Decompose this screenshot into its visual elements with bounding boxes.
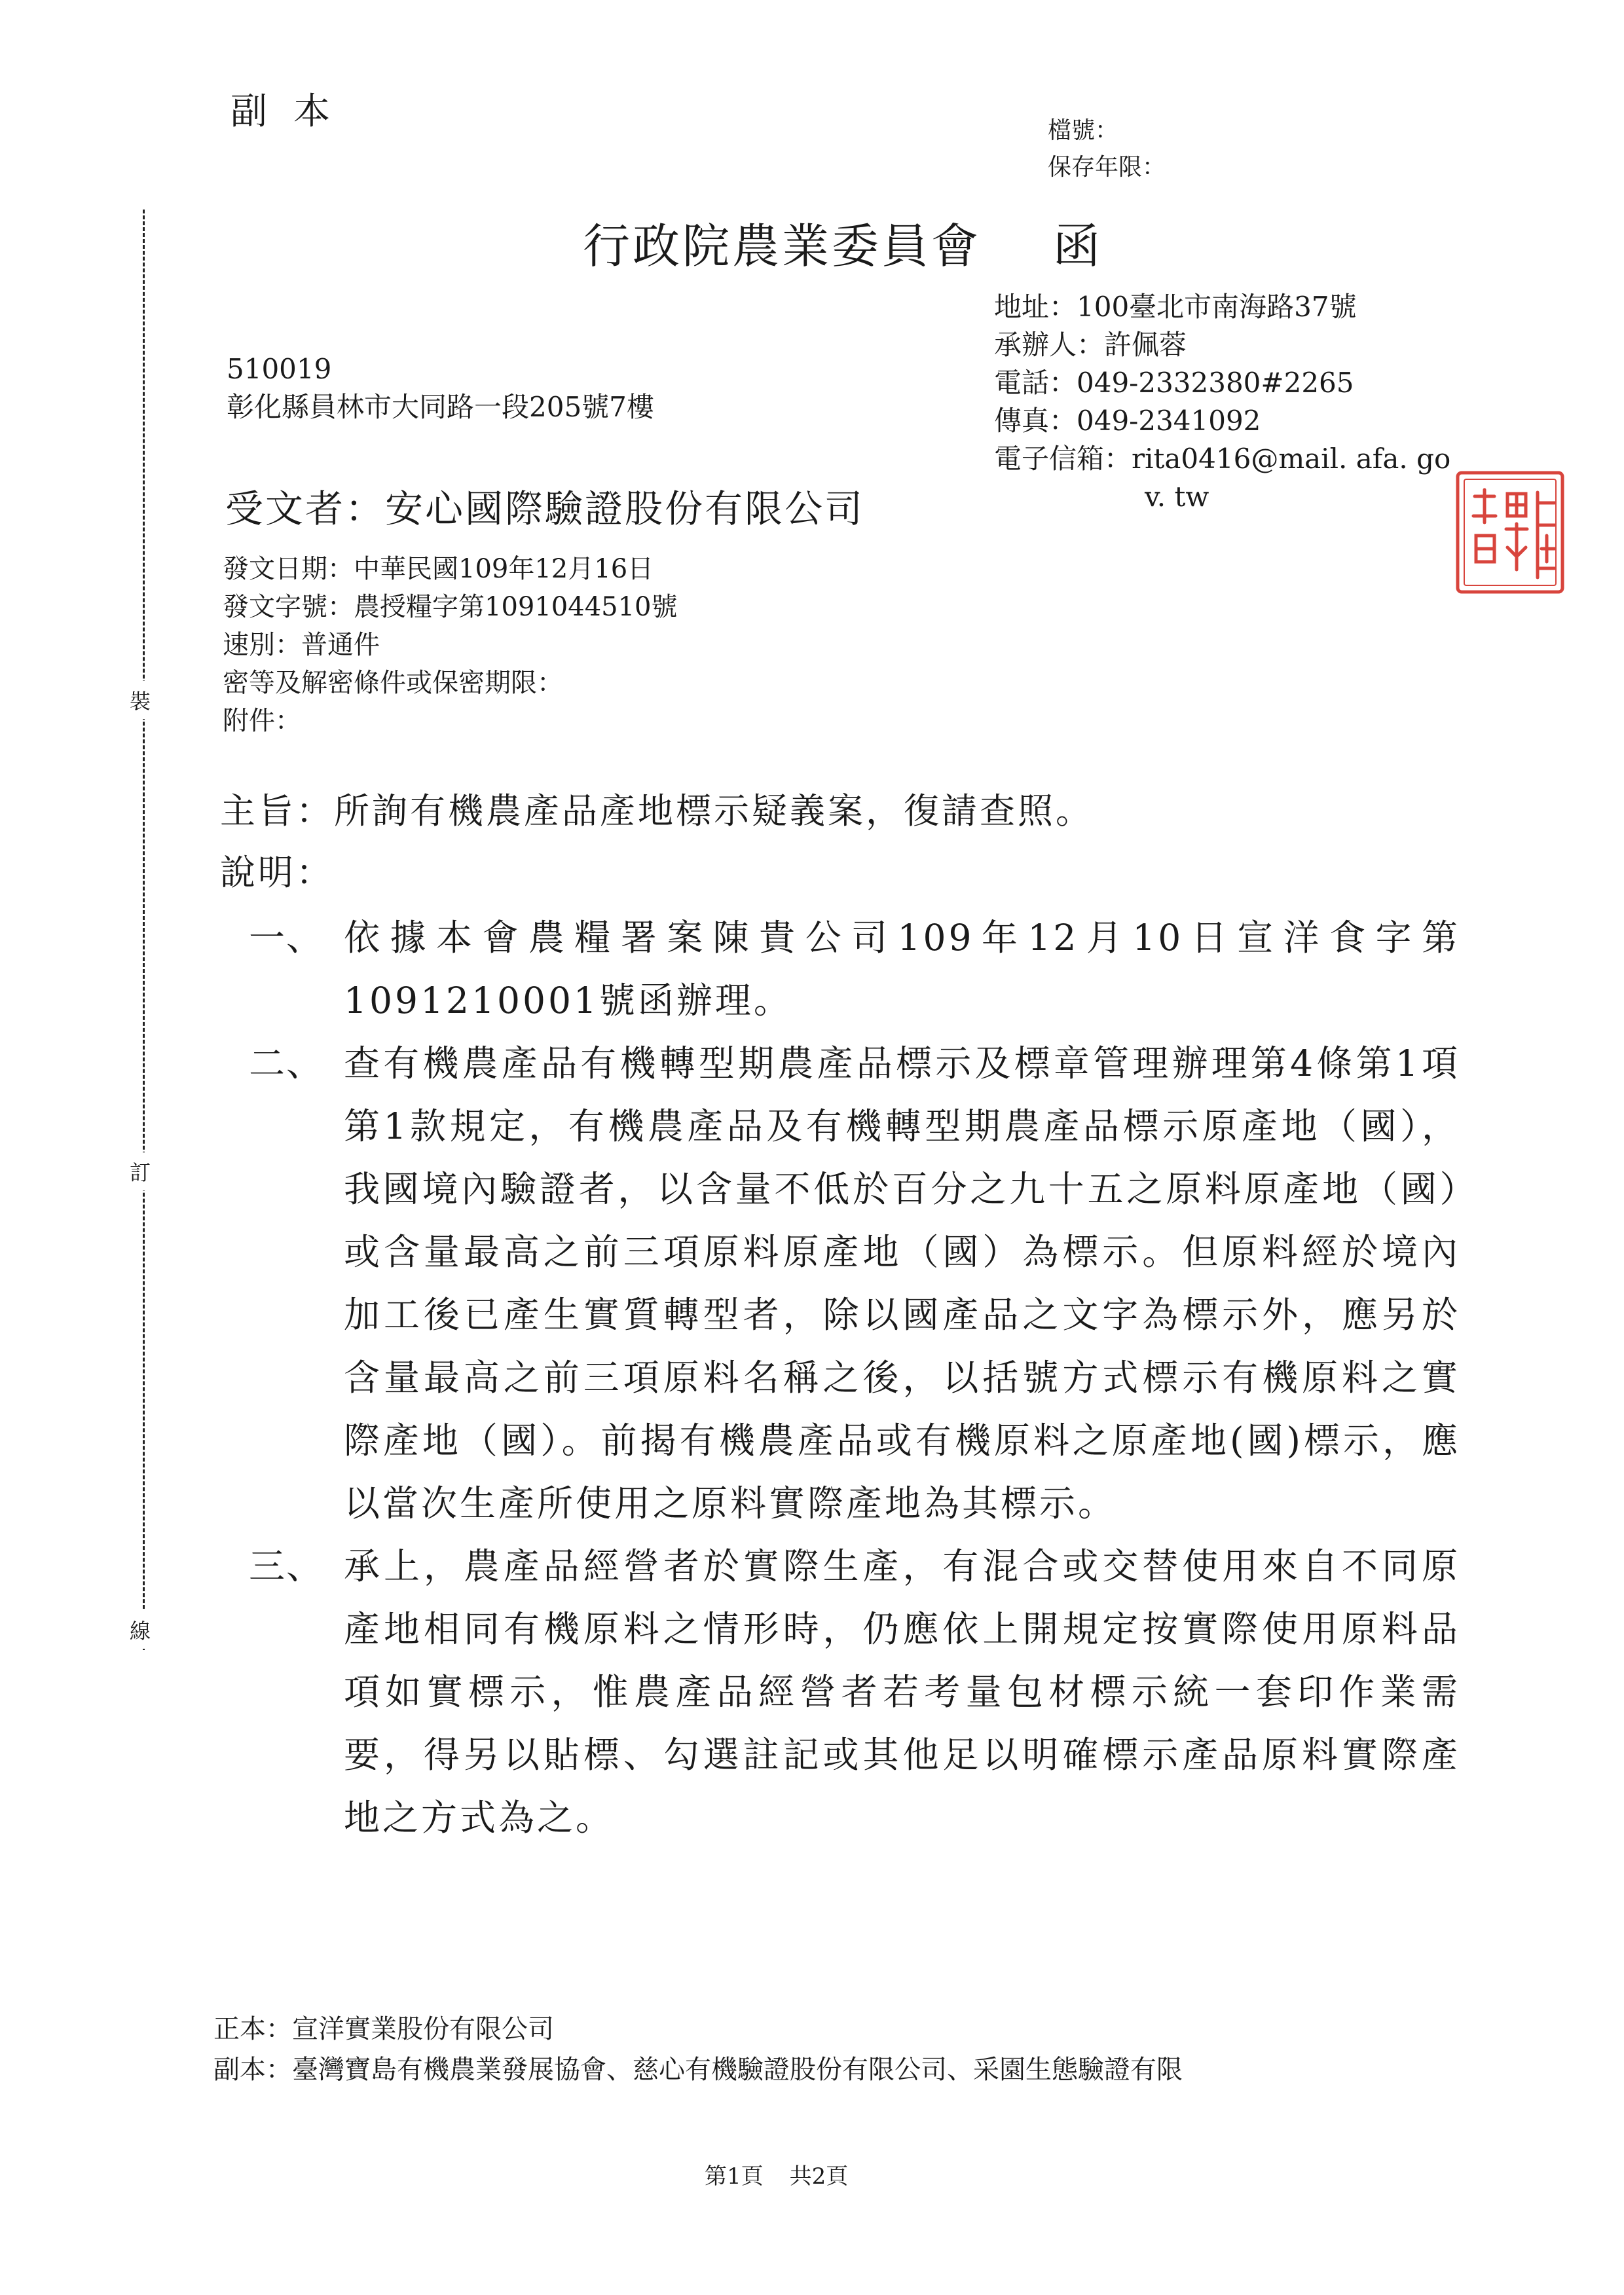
document-number: 發文字號：農授糧字第1091044510號 — [223, 592, 678, 622]
list-item — [249, 906, 1460, 1032]
sender-contact: 承辦人：許佩蓉 — [994, 329, 1187, 361]
list-item — [249, 1032, 1460, 1535]
confidentiality: 密等及解密條件或保密期限： — [223, 668, 563, 698]
item-text: 查有機農產品有機轉型期農產品標示及標章管理辦理第4條第1項第1款規定，有機農產品及有機轉型期農產品標示原產地（國），我國境內驗證者，以含量不低於百分之九十五之原料原產地（國）或含量最高之前三項原料原產地（國）為標示。但原料經於境內加工後已產生實質轉型者，除以國產品之文字為標示外，應另於含量最高之前三項原料名稱之後，以括號方式標示有機原料之實際產地（國）。前揭有機農產品或有機原料之原產地(國)標示，應以當次生產所使用之原料實際產地為其標示。 — [344, 1042, 1460, 1524]
delivery-speed: 速別：普通件 — [223, 630, 380, 660]
binding-mark: 線 — [130, 1611, 151, 1649]
street-address: 彰化縣員林市大同路一段205號7樓 — [227, 391, 654, 423]
official-seal-icon — [1455, 470, 1565, 595]
subject: 主旨：所詢有機農產品產地標示疑義案，復請查照。 — [220, 790, 1094, 832]
copy-mark: 副本 — [231, 90, 356, 133]
distribution — [213, 2009, 1183, 2090]
sender-phone: 電話：049-2332380#2265 — [994, 367, 1354, 399]
item-text: 依據本會農糧署案陳貴公司109年12月10日宣洋食字第1091210001號函辦理。 — [344, 917, 1460, 1021]
total-pages: 共2頁 — [789, 2163, 849, 2190]
sender-fax: 傳真：049-2341092 — [994, 405, 1261, 437]
item-text: 承上，農產品經營者於實際生產，有混合或交替使用來自不同原產地相同有機原料之情形時，仍應依上開規定按實際使用原料品項如實標示，惟農產品經營者若考量包材標示統一套印作業需要，得另以貼標、勾選註記或其他足以明確標示產品原料實際產地之方式為之。 — [344, 1545, 1460, 1839]
sender-email-continued: v. tw — [1145, 481, 1209, 513]
item-number: 一、 — [249, 917, 324, 959]
document-type: 函 — [1053, 219, 1103, 274]
document-title — [583, 208, 1103, 276]
explanation-label: 說明： — [220, 852, 334, 893]
sender-email: 電子信箱：rita0416@mail. afa. go — [994, 443, 1451, 475]
issue-date: 發文日期：中華民國109年12月16日 — [223, 554, 654, 584]
original-recipient: 正本：宣洋實業股份有限公司 — [213, 2014, 554, 2044]
sender-info — [994, 288, 1450, 516]
binding-mark: 訂 — [130, 1152, 151, 1190]
document-meta — [223, 550, 678, 740]
recipient: 受文者：安心國際驗證股份有限公司 — [225, 487, 865, 531]
recipient-address — [227, 350, 654, 426]
binding-line — [143, 210, 145, 1650]
item-number: 三、 — [249, 1545, 324, 1587]
current-page: 第1頁 — [705, 2163, 764, 2190]
binding-mark: 裝 — [130, 681, 151, 719]
sender-address: 地址：100臺北市南海路37號 — [994, 291, 1357, 323]
file-number-label: 檔號： — [1048, 117, 1119, 144]
retention-period-label: 保存年限： — [1048, 154, 1166, 181]
copy-recipients: 副本：臺灣寶島有機農業發展協會、慈心有機驗證股份有限公司、采園生態驗證有限 — [213, 2055, 1183, 2085]
attachment: 附件： — [223, 706, 301, 736]
postal-code: 510019 — [227, 353, 332, 385]
page-number — [705, 2158, 848, 2190]
explanation-items — [249, 906, 1460, 1849]
item-number: 二、 — [249, 1042, 324, 1084]
list-item — [249, 1535, 1460, 1849]
issuing-organization: 行政院農業委員會 — [583, 219, 982, 274]
file-info — [1048, 113, 1166, 186]
